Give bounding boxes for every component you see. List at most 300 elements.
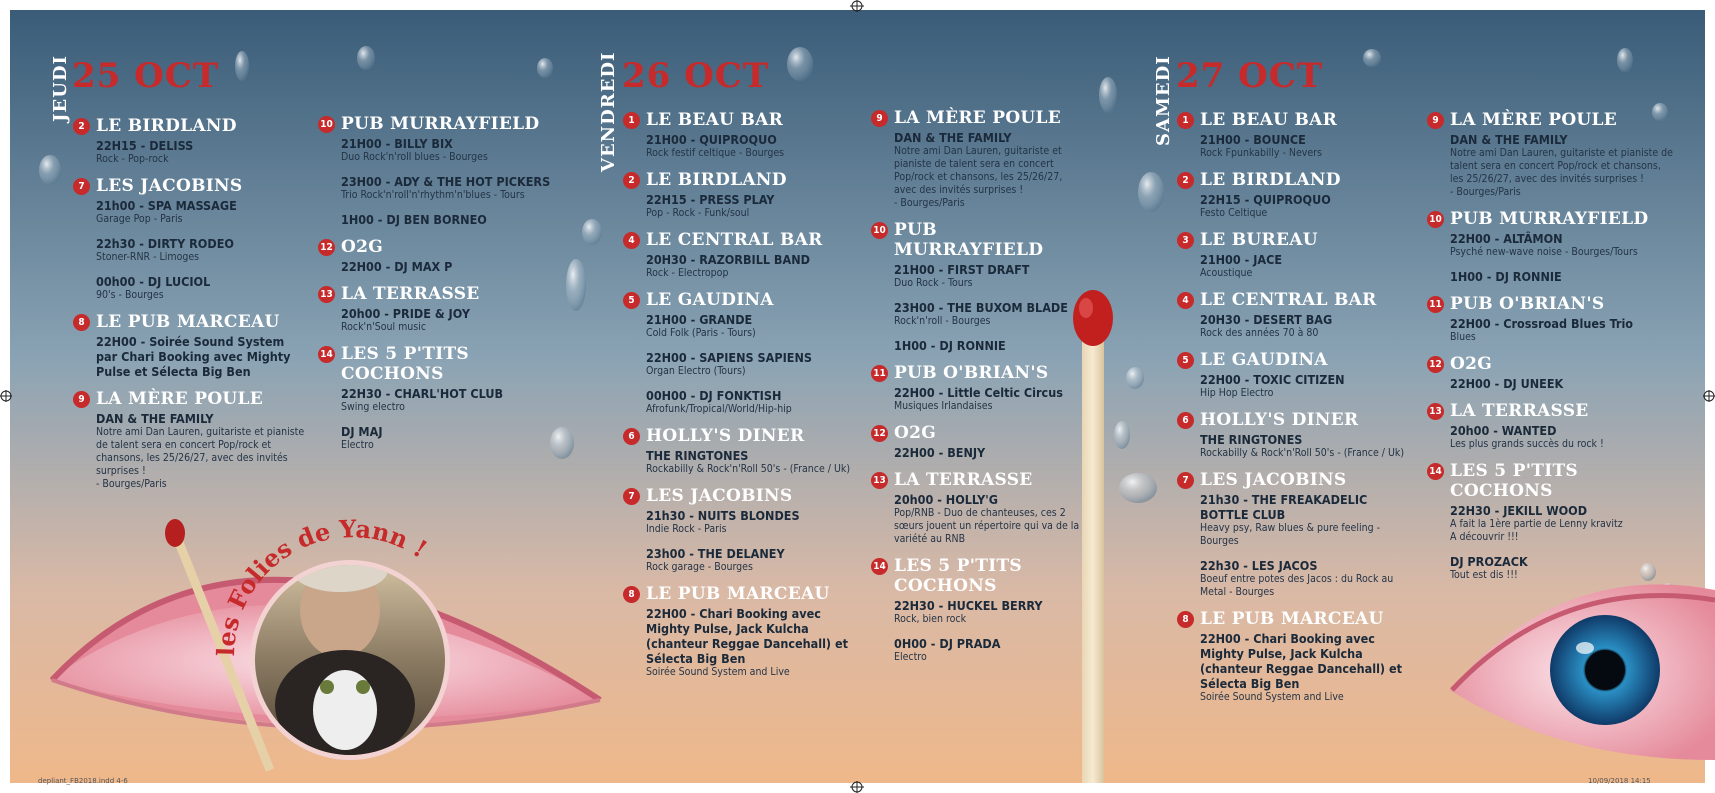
venue-acts: [1200, 631, 1412, 704]
venue-header: [318, 344, 553, 384]
venue-header: [1427, 110, 1677, 130]
act-description: Heavy psy, Raw blues & pure feeling - Bourges: [1200, 522, 1380, 547]
act-item: [894, 445, 1086, 460]
venue-acts: [646, 132, 863, 160]
venue-number-badge: 3: [1177, 232, 1194, 249]
venue-header: [73, 176, 305, 196]
day-2-column-1: [1427, 110, 1677, 592]
act-title: 22H00 - Chari Booking avec Mighty Pulse, Jack Kulcha (chanteur Reggae Dancehall) et Sélecta Big Ben: [1200, 631, 1402, 691]
venue-header: [623, 486, 863, 506]
venue-acts: [341, 136, 553, 227]
venue-block: [623, 230, 863, 280]
day-label-vendredi: VENDREDI: [598, 51, 619, 172]
venue-block: [318, 284, 553, 334]
venue-number-badge: 2: [1177, 172, 1194, 189]
venue-header: [1177, 170, 1412, 190]
act-title: 22h30 - LES JACOS: [1200, 558, 1318, 573]
venue-block: [871, 363, 1086, 413]
act-description: Rock des années 70 à 80: [1200, 327, 1319, 339]
venue-header: [1177, 410, 1412, 430]
act-title: 22H00 - BENJY: [894, 445, 986, 460]
venue-acts: [1450, 316, 1677, 344]
venue-name: LE PUB MARCEAU: [646, 584, 830, 604]
venue-number-badge: 14: [1427, 463, 1444, 480]
venue-number-badge: 4: [623, 232, 640, 249]
venue-header: [623, 110, 863, 130]
venue-name: LE GAUDINA: [1200, 350, 1328, 370]
act-item: [96, 236, 305, 264]
act-description: 90's - Bourges: [96, 289, 164, 301]
venue-name: LES 5 P'TITS COCHONS: [894, 556, 1022, 596]
act-title: 21H00 - BILLY BIX: [341, 136, 453, 151]
act-description: Duo Rock'n'roll blues - Bourges: [341, 151, 488, 163]
venue-number-badge: 8: [73, 314, 90, 331]
venue-number-badge: 9: [73, 391, 90, 408]
venue-header: [1427, 209, 1677, 229]
venue-header: [871, 556, 1086, 596]
act-item: [1450, 132, 1677, 199]
portrait-photo: [245, 548, 455, 765]
venue-acts: [1200, 192, 1412, 220]
act-title: 21h30 - THE FREAKADELIC BOTTLE CLUB: [1200, 492, 1368, 522]
venue-block: [1177, 170, 1412, 220]
act-description: Rock garage - Bourges: [646, 561, 753, 573]
venue-name: O2G: [341, 237, 384, 257]
day-0-column-0: [73, 116, 305, 501]
print-slug-left: depliant_FB2018.indd 4-6: [38, 777, 128, 785]
act-title: 23H00 - THE BUXOM BLADE: [894, 300, 1068, 315]
day-label-samedi: SAMEDI: [1153, 55, 1174, 146]
venue-block: [623, 170, 863, 220]
venue-acts: [646, 312, 863, 416]
venue-name: LE BEAU BAR: [1200, 110, 1338, 130]
venue-name: LE CENTRAL BAR: [646, 230, 823, 250]
venue-acts: [96, 138, 305, 166]
venue-name: PUB MURRAYFIELD: [1450, 209, 1649, 229]
venue-header: [1177, 470, 1412, 490]
venue-header: [623, 584, 863, 604]
act-title: 21H00 - GRANDE: [646, 312, 753, 327]
act-title: 21H00 - JACE: [1200, 252, 1283, 267]
act-title: 22h30 - DIRTY RODEO: [96, 236, 234, 251]
act-title: 21h30 - NUITS BLONDES: [646, 508, 800, 523]
act-title: 22H00 - Crossroad Blues Trio: [1450, 316, 1634, 331]
venue-block: [623, 426, 863, 476]
act-title: 22H00 - Little Celtic Circus: [894, 385, 1063, 400]
act-title: 22H00 - TOXIC CITIZEN: [1200, 372, 1345, 387]
venue-header: [871, 220, 1086, 260]
act-description: Pop/RNB - Duo de chanteuses, ces 2 sœurs jouent un répertoire qui va de la variété au RNB: [894, 507, 1080, 545]
venue-name: O2G: [1450, 354, 1493, 374]
venue-acts: [646, 192, 863, 220]
act-title: 21h00 - SPA MASSAGE: [96, 198, 237, 213]
venue-acts: [894, 492, 1086, 546]
venue-block: [623, 584, 863, 679]
venue-number-badge: 7: [73, 178, 90, 195]
act-title: 21H00 - FIRST DRAFT: [894, 262, 1030, 277]
act-title: 22H00 - Chari Booking avec Mighty Pulse, Jack Kulcha (chanteur Reggae Dancehall) et Sélecta Big Ben: [646, 606, 848, 666]
venue-name: PUB O'BRIAN'S: [894, 363, 1049, 383]
act-item: [646, 350, 863, 378]
venue-header: [1177, 290, 1412, 310]
venue-number-badge: 9: [871, 110, 888, 127]
act-title: 22H00 - ALTÂMON: [1450, 231, 1563, 246]
act-item: [894, 598, 1086, 626]
venue-acts: [341, 386, 553, 452]
act-description: Les plus grands succès du rock !: [1450, 438, 1604, 450]
venue-name: HOLLY'S DINER: [646, 426, 805, 446]
venue-acts: [1200, 372, 1412, 400]
venue-header: [318, 237, 553, 257]
venue-number-badge: 13: [1427, 403, 1444, 420]
act-title: 1H00 - DJ RONNIE: [1450, 269, 1562, 284]
venue-block: [73, 389, 305, 491]
venue-number-badge: 8: [1177, 611, 1194, 628]
act-description: Notre ami Dan Lauren, guitariste et pianiste de talent sera en concert Pop/rock et chansons, les 25/26/27, avec des invités surprises ! - Bourges/Paris: [1450, 147, 1673, 198]
day-date-25: 25 OCT: [72, 56, 220, 96]
folies-de-yann-badge: [215, 515, 485, 765]
venue-header: [73, 116, 305, 136]
act-title: 21H00 - BOUNCE: [1200, 132, 1306, 147]
act-item: [1200, 312, 1412, 340]
act-item: [646, 252, 863, 280]
act-description: Festo Celtique: [1200, 207, 1268, 219]
venue-name: LA MÈRE POULE: [96, 389, 264, 409]
venue-block: [871, 220, 1086, 353]
venue-block: [1427, 294, 1677, 344]
act-description: Tout est dis !!!: [1450, 569, 1518, 581]
act-description: Swing electro: [341, 401, 405, 413]
venue-name: LE PUB MARCEAU: [1200, 609, 1384, 629]
venue-acts: [1450, 231, 1677, 284]
venue-acts: [646, 448, 863, 476]
venue-name: LES JACOBINS: [646, 486, 793, 506]
venue-header: [1427, 354, 1677, 374]
venue-header: [871, 363, 1086, 383]
venue-acts: [96, 411, 305, 491]
act-item: [1450, 231, 1677, 259]
act-item: [646, 606, 863, 679]
act-item: [1200, 372, 1412, 400]
venue-block: [1427, 209, 1677, 284]
venue-name: LE GAUDINA: [646, 290, 774, 310]
day-date-26: 26 OCT: [622, 56, 770, 96]
act-item: [646, 388, 863, 416]
act-title: DJ PROZACK: [1450, 554, 1528, 569]
act-item: [1200, 432, 1412, 460]
venue-number-badge: 1: [1177, 112, 1194, 129]
act-title: 22H00 - DJ MAX P: [341, 259, 453, 274]
venue-header: [73, 312, 305, 332]
act-item: [96, 138, 305, 166]
act-item: [341, 306, 553, 334]
venue-name: LE BIRDLAND: [646, 170, 787, 190]
venue-block: [1427, 110, 1677, 199]
venue-name: PUB MURRAYFIELD: [894, 220, 1044, 260]
venue-acts: [1200, 432, 1412, 460]
venue-block: [871, 108, 1086, 210]
venue-block: [1177, 470, 1412, 599]
act-description: Rock Fpunkabilly - Nevers: [1200, 147, 1322, 159]
act-item: [646, 546, 863, 574]
act-item: [1450, 423, 1677, 451]
venue-name: HOLLY'S DINER: [1200, 410, 1359, 430]
act-item: [894, 300, 1086, 328]
act-title: 22H00 - SAPIENS SAPIENS: [646, 350, 812, 365]
act-item: [341, 136, 553, 164]
day-label-jeudi: JEUDI: [50, 55, 71, 122]
venue-header: [1427, 294, 1677, 314]
day-1-column-0: [623, 110, 863, 689]
venue-number-badge: 8: [623, 586, 640, 603]
act-item: [96, 411, 305, 491]
venue-header: [1177, 350, 1412, 370]
venue-header: [1177, 110, 1412, 130]
venue-block: [871, 470, 1086, 546]
venue-name: LES JACOBINS: [96, 176, 243, 196]
venue-number-badge: 7: [1177, 472, 1194, 489]
venue-number-badge: 11: [871, 365, 888, 382]
venue-acts: [1450, 132, 1677, 199]
venue-block: [318, 237, 553, 274]
act-title: 00h00 - DJ LUCIOL: [96, 274, 211, 289]
venue-header: [318, 114, 553, 134]
act-title: 22H30 - HUCKEL BERRY: [894, 598, 1043, 613]
venue-header: [1427, 461, 1677, 501]
act-description: Electro: [894, 651, 927, 663]
venue-header: [623, 290, 863, 310]
act-title: 20h00 - WANTED: [1450, 423, 1557, 438]
act-description: Duo Rock - Tours: [894, 277, 973, 289]
act-description: Blues: [1450, 331, 1476, 343]
venue-header: [623, 426, 863, 446]
venue-block: [73, 312, 305, 379]
act-title: 22H00 - DJ UNEEK: [1450, 376, 1564, 391]
act-description: Soirée Sound System and Live: [646, 666, 790, 678]
act-description: Trio Rock'n'roll'n'rhythm'n'blues - Tours: [341, 189, 525, 201]
venue-number-badge: 12: [318, 239, 335, 256]
act-title: 1H00 - DJ RONNIE: [894, 338, 1006, 353]
act-description: Stoner-RNR - Limoges: [96, 251, 200, 263]
venue-number-badge: 2: [73, 118, 90, 135]
act-item: [894, 636, 1086, 664]
act-item: [1450, 376, 1677, 391]
venue-number-badge: 9: [1427, 112, 1444, 129]
act-description: Notre ami Dan Lauren, guitariste et pianiste de talent sera en concert Pop/rock et chansons, les 25/26/27, avec des invités surprises ! - Bourges/Paris: [96, 426, 305, 490]
act-item: [646, 448, 863, 476]
venue-block: [318, 114, 553, 227]
venue-header: [623, 170, 863, 190]
venue-name: O2G: [894, 423, 937, 443]
venue-name: LES 5 P'TITS COCHONS: [1450, 461, 1578, 501]
act-item: [96, 334, 305, 379]
act-item: [1450, 503, 1677, 544]
act-title: 23H00 - ADY & THE HOT PICKERS: [341, 174, 551, 189]
venue-number-badge: 10: [1427, 211, 1444, 228]
venue-name: LE PUB MARCEAU: [96, 312, 280, 332]
venue-block: [623, 290, 863, 416]
venue-block: [73, 176, 305, 302]
venue-number-badge: 5: [623, 292, 640, 309]
act-item: [646, 132, 863, 160]
act-item: [894, 262, 1086, 290]
venue-acts: [96, 334, 305, 379]
venue-block: [1177, 410, 1412, 460]
act-title: 20h00 - HOLLY'G: [894, 492, 998, 507]
venue-number-badge: 13: [318, 286, 335, 303]
act-description: Indie Rock - Paris: [646, 523, 727, 535]
act-description: Rock - Electropop: [646, 267, 729, 279]
day-0-column-1: [318, 114, 553, 462]
venue-header: [1177, 230, 1412, 250]
venue-acts: [1200, 492, 1412, 599]
venue-number-badge: 5: [1177, 352, 1194, 369]
act-item: [341, 424, 553, 452]
venue-acts: [894, 130, 1086, 210]
act-description: Boeuf entre potes des Jacos : du Rock au Metal - Bourges: [1200, 573, 1394, 598]
act-title: THE RINGTONES: [1200, 432, 1303, 447]
venue-number-badge: 12: [1427, 356, 1444, 373]
venue-name: LES JACOBINS: [1200, 470, 1347, 490]
act-item: [1450, 269, 1677, 284]
act-description: Musiques Irlandaises: [894, 400, 993, 412]
act-item: [341, 174, 553, 202]
venue-acts: [646, 508, 863, 574]
venue-header: [871, 423, 1086, 443]
act-title: 22H15 - DELISS: [96, 138, 194, 153]
venue-number-badge: 10: [871, 222, 888, 239]
venue-name: LES 5 P'TITS COCHONS: [341, 344, 469, 384]
venue-number-badge: 11: [1427, 296, 1444, 313]
venue-name: LE BUREAU: [1200, 230, 1318, 250]
venue-acts: [1450, 376, 1677, 391]
venue-acts: [646, 252, 863, 280]
venue-name: LA TERRASSE: [341, 284, 480, 304]
venue-block: [318, 344, 553, 452]
act-title: 22H30 - CHARL'HOT CLUB: [341, 386, 504, 401]
venue-acts: [894, 445, 1086, 460]
venue-acts: [96, 198, 305, 302]
venue-number-badge: 14: [318, 346, 335, 363]
act-item: [1450, 554, 1677, 582]
venue-block: [871, 556, 1086, 664]
act-title: DAN & THE FAMILY: [96, 411, 214, 426]
act-description: Rock - Pop-rock: [96, 153, 169, 165]
venue-name: PUB O'BRIAN'S: [1450, 294, 1605, 314]
act-item: [894, 130, 1086, 210]
act-description: Rock festif celtique - Bourges: [646, 147, 785, 159]
venue-name: PUB MURRAYFIELD: [341, 114, 540, 134]
venue-block: [1427, 401, 1677, 451]
act-description: Rock'n'Soul music: [341, 321, 427, 333]
venue-acts: [1450, 503, 1677, 582]
venue-block: [871, 423, 1086, 460]
venue-header: [871, 108, 1086, 128]
venue-number-badge: 12: [871, 425, 888, 442]
act-description: Psyché new-wave noise - Bourges/Tours: [1450, 246, 1638, 258]
act-item: [646, 192, 863, 220]
act-description: Electro: [341, 439, 374, 451]
act-title: 20H30 - RAZORBILL BAND: [646, 252, 810, 267]
act-item: [1200, 558, 1412, 599]
venue-acts: [341, 306, 553, 334]
venue-acts: [894, 598, 1086, 664]
venue-block: [1177, 290, 1412, 340]
act-description: Rockabilly & Rock'n'Roll 50's - (France / Uk): [646, 463, 851, 475]
act-description: Acoustique: [1200, 267, 1253, 279]
venue-number-badge: 2: [623, 172, 640, 189]
venue-block: [1427, 354, 1677, 391]
act-title: 21H00 - QUIPROQUO: [646, 132, 777, 147]
act-title: 00H00 - DJ FONKTISH: [646, 388, 782, 403]
act-description: Notre ami Dan Lauren, guitariste et pianiste de talent sera en concert Pop/rock et chansons, les 25/26/27, avec des invités surprises ! - Bourges/Paris: [894, 145, 1063, 209]
venue-header: [73, 389, 305, 409]
act-description: Pop - Rock - Funk/soul: [646, 207, 750, 219]
act-description: Rock'n'roll - Bourges: [894, 315, 991, 327]
act-item: [1200, 631, 1412, 704]
act-description: Rock, bien rock: [894, 613, 967, 625]
venue-block: [1177, 350, 1412, 400]
act-description: A fait la 1ère partie de Lenny kravitz A découvrir !!!: [1450, 518, 1623, 543]
act-item: [96, 198, 305, 226]
act-title: 22H15 - PRESS PLAY: [646, 192, 775, 207]
act-item: [1200, 252, 1412, 280]
venue-block: [623, 110, 863, 160]
act-item: [96, 274, 305, 302]
act-item: [1200, 192, 1412, 220]
act-item: [894, 385, 1086, 413]
act-title: 22H30 - JEKILL WOOD: [1450, 503, 1588, 518]
venue-name: LA TERRASSE: [894, 470, 1033, 490]
act-description: Organ Electro (Tours): [646, 365, 746, 377]
print-slug-right: 10/09/2018 14:15: [1588, 777, 1651, 785]
act-item: [341, 386, 553, 414]
venue-number-badge: 6: [1177, 412, 1194, 429]
act-description: Hip Hop Electro: [1200, 387, 1274, 399]
venue-block: [1177, 609, 1412, 704]
venue-number-badge: 7: [623, 488, 640, 505]
day-1-column-1: [871, 108, 1086, 674]
venue-number-badge: 14: [871, 558, 888, 575]
act-title: DAN & THE FAMILY: [1450, 132, 1568, 147]
act-title: DJ MAJ: [341, 424, 383, 439]
day-date-27: 27 OCT: [1176, 56, 1324, 96]
venue-name: LE BEAU BAR: [646, 110, 784, 130]
day-2-column-0: [1177, 110, 1412, 714]
act-item: [1200, 132, 1412, 160]
venue-block: [1177, 230, 1412, 280]
act-item: [341, 259, 553, 274]
venue-block: [1427, 461, 1677, 582]
act-title: 20H30 - DESERT BAG: [1200, 312, 1333, 327]
act-title: 22H00 - Soirée Sound System par Chari Booking avec Mighty Pulse et Sélecta Big Ben: [96, 334, 291, 379]
venue-number-badge: 13: [871, 472, 888, 489]
act-item: [894, 338, 1086, 353]
venue-name: LE BIRDLAND: [96, 116, 237, 136]
act-item: [894, 492, 1086, 546]
venue-acts: [646, 606, 863, 679]
act-title: 0H00 - DJ PRADA: [894, 636, 1001, 651]
venue-block: [623, 486, 863, 574]
venue-header: [871, 470, 1086, 490]
venue-acts: [894, 262, 1086, 353]
venue-acts: [1200, 312, 1412, 340]
act-description: Afrofunk/Tropical/World/Hip-hip: [646, 403, 792, 415]
venue-block: [1177, 110, 1412, 160]
venue-acts: [1200, 132, 1412, 160]
venue-number-badge: 6: [623, 428, 640, 445]
venue-name: LA TERRASSE: [1450, 401, 1589, 421]
